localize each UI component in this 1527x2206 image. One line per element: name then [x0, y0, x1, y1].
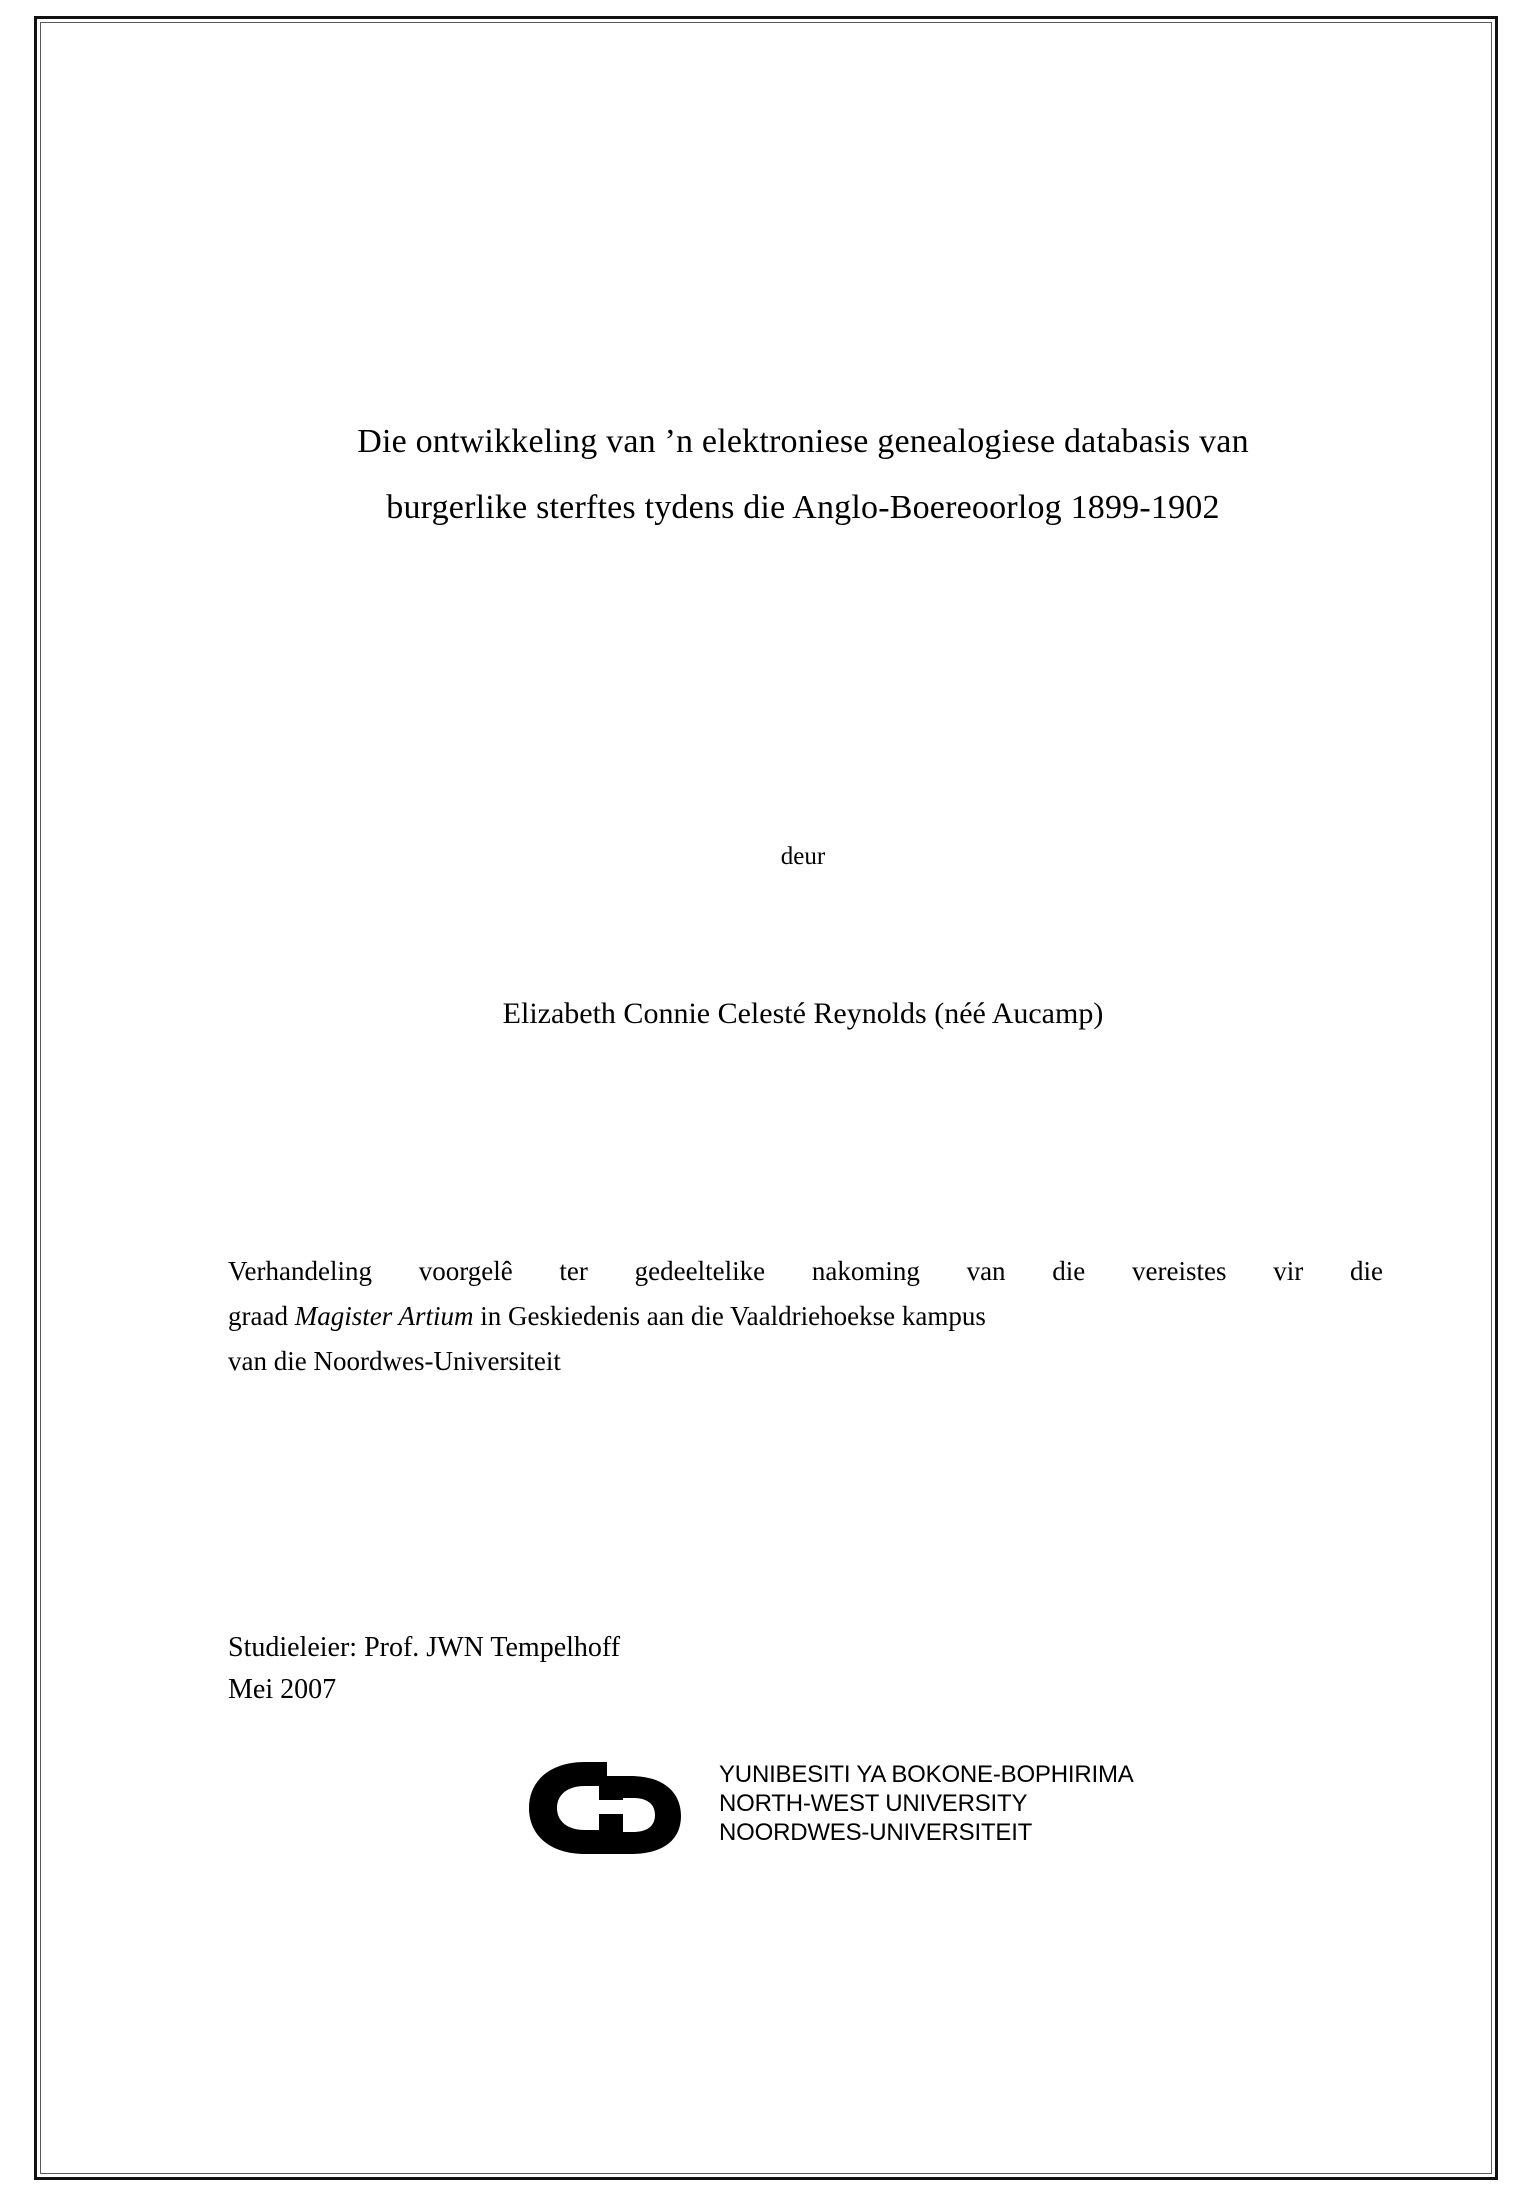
- university-logo-text: [719, 1760, 1139, 1847]
- degree-statement: [228, 1249, 1383, 1384]
- degree-name-italic: Magister Artium: [294, 1301, 474, 1331]
- thesis-title: [223, 409, 1383, 541]
- university-logo: [523, 1754, 1143, 1864]
- by-word: deur: [780, 843, 826, 870]
- degree-statement-line-2-prefix: graad: [228, 1301, 295, 1331]
- degree-statement-line-2-suffix: in Geskiedenis aan die Vaaldriehoekse kampus: [473, 1301, 986, 1331]
- degree-statement-line-2: [228, 1294, 1383, 1339]
- title-page-content: [223, 79, 1383, 2129]
- author-name: Elizabeth Connie Celesté Reynolds (néé Aucamp): [502, 997, 1104, 1030]
- date-line: Mei 2007: [228, 1674, 337, 1705]
- page-border: [34, 16, 1498, 2180]
- supervisor-block: [228, 1627, 1128, 1711]
- logo-text-line-1: YUNIBESITI YA BOKONE-BOPHIRIMA: [719, 1761, 1134, 1788]
- degree-statement-line-1: Verhandeling voorgelê ter gedeeltelike nakoming van die vereistes vir die: [228, 1256, 1383, 1286]
- title-line-1: Die ontwikkeling van ’n elektroniese genealogiese databasis van: [357, 423, 1249, 460]
- supervisor-line: Studieleier: Prof. JWN Tempelhoff: [228, 1632, 621, 1663]
- logo-text-line-3: NOORDWES-UNIVERSITEIT: [719, 1819, 1033, 1846]
- nwu-logo-icon: [523, 1758, 713, 1858]
- title-line-2: burgerlike sterftes tydens die Anglo-Boereoorlog 1899-1902: [386, 489, 1220, 526]
- logo-text-line-2: NORTH-WEST UNIVERSITY: [719, 1790, 1028, 1817]
- degree-statement-line-3: van die Noordwes-Universiteit: [228, 1346, 561, 1376]
